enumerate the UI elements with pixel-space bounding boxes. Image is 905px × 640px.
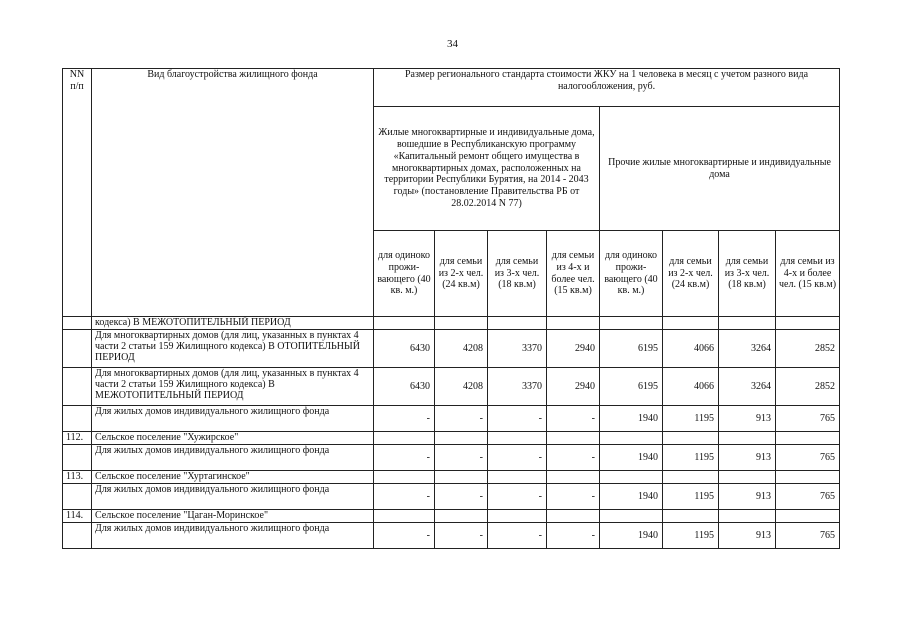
value-cell: 3264 xyxy=(719,368,776,406)
value-cell xyxy=(374,432,435,445)
value-cell xyxy=(719,317,776,330)
row-description: Для жилых домов индивидуального жилищного фонда xyxy=(92,445,374,471)
value-cell xyxy=(663,471,719,484)
value-cell: 1195 xyxy=(663,523,719,549)
value-cell xyxy=(547,317,600,330)
value-cell: 1195 xyxy=(663,406,719,432)
value-cell: - xyxy=(547,484,600,510)
table-row xyxy=(63,368,840,406)
value-cell xyxy=(435,510,488,523)
value-cell xyxy=(663,432,719,445)
value-cell: 4208 xyxy=(435,368,488,406)
value-cell: - xyxy=(488,523,547,549)
value-cell: - xyxy=(435,406,488,432)
value-cell: 3370 xyxy=(488,330,547,368)
value-cell: 6430 xyxy=(374,330,435,368)
row-number xyxy=(63,317,92,330)
page-number: 34 xyxy=(447,38,458,50)
value-cell: - xyxy=(374,484,435,510)
value-cell: 4066 xyxy=(663,330,719,368)
table-row xyxy=(63,471,840,484)
header-standard: Размер регионального стандарта стоимости ЖКУ на 1 человека в месяц с учетом разного вида налогообложения, руб. xyxy=(374,69,840,107)
value-cell: 765 xyxy=(776,406,840,432)
value-cell: 6430 xyxy=(374,368,435,406)
value-cell xyxy=(435,471,488,484)
value-cell: 1195 xyxy=(663,484,719,510)
value-cell: 1195 xyxy=(663,445,719,471)
value-cell: 6195 xyxy=(600,368,663,406)
row-description: Для многоквартирных домов (для лиц, указанных в пунктах 4 части 2 статьи 159 Жилищного кодекса) В МЕЖОТОПИТЕЛЬНЫЙ ПЕРИОД xyxy=(92,368,374,406)
value-cell: - xyxy=(374,445,435,471)
value-cell: 3264 xyxy=(719,330,776,368)
value-cell: - xyxy=(435,445,488,471)
value-cell: 1940 xyxy=(600,445,663,471)
row-number xyxy=(63,330,92,368)
value-cell: 2852 xyxy=(776,368,840,406)
value-cell xyxy=(547,471,600,484)
value-cell: - xyxy=(435,484,488,510)
row-number xyxy=(63,523,92,549)
value-cell xyxy=(488,317,547,330)
table-row xyxy=(63,445,840,471)
value-cell xyxy=(776,432,840,445)
table-row xyxy=(63,317,840,330)
header-group-program: Жилые многоквартирные и индивидуальные дома, вошедшие в Республиканскую программу «Капитальный ремонт общего имущества в многоквартирных домах, расположенных на территории Республики Бурятия, на 2014 - 2043 годы» (постановление Правительства РБ от 28.02.2014 N 77) xyxy=(374,107,600,231)
value-cell: 913 xyxy=(719,445,776,471)
value-cell: 6195 xyxy=(600,330,663,368)
table-row xyxy=(63,406,840,432)
row-description: Для жилых домов индивидуального жилищного фонда xyxy=(92,484,374,510)
row-description: Сельское поселение "Цаган-Моринское" xyxy=(92,510,374,523)
table-body xyxy=(63,317,840,549)
value-cell xyxy=(776,510,840,523)
value-cell xyxy=(719,510,776,523)
row-description: Сельское поселение "Хужирское" xyxy=(92,432,374,445)
header-group-other: Прочие жилые многоквартирные и индивидуальные дома xyxy=(600,107,840,231)
value-cell xyxy=(600,317,663,330)
value-cell xyxy=(488,510,547,523)
row-number xyxy=(63,445,92,471)
row-description: Для многоквартирных домов (для лиц, указанных в пунктах 4 части 2 статьи 159 Жилищного кодекса) В ОТОПИТЕЛЬНЫЙ ПЕРИОД xyxy=(92,330,374,368)
value-cell xyxy=(776,317,840,330)
value-cell: - xyxy=(435,523,488,549)
value-cell: - xyxy=(547,523,600,549)
header-nn: NN п/п xyxy=(63,69,92,317)
value-cell xyxy=(600,432,663,445)
value-cell: - xyxy=(547,406,600,432)
subheader-cell: для семьи из 4-х и более чел. (15 кв.м) xyxy=(547,231,600,317)
value-cell: 2940 xyxy=(547,330,600,368)
row-number: 113. xyxy=(63,471,92,484)
value-cell xyxy=(374,317,435,330)
row-number: 112. xyxy=(63,432,92,445)
value-cell: 913 xyxy=(719,406,776,432)
row-description: Для жилых домов индивидуального жилищного фонда xyxy=(92,406,374,432)
value-cell: 4208 xyxy=(435,330,488,368)
value-cell: - xyxy=(488,406,547,432)
value-cell: 1940 xyxy=(600,523,663,549)
table-row xyxy=(63,510,840,523)
value-cell: 3370 xyxy=(488,368,547,406)
value-cell xyxy=(776,471,840,484)
value-cell: - xyxy=(488,445,547,471)
value-cell xyxy=(600,510,663,523)
header-type: Вид благоустройства жилищного фонда xyxy=(92,69,374,317)
row-number xyxy=(63,406,92,432)
value-cell xyxy=(488,471,547,484)
value-cell xyxy=(435,317,488,330)
row-description: Сельское поселение "Хуртагинское" xyxy=(92,471,374,484)
value-cell: 765 xyxy=(776,523,840,549)
value-cell xyxy=(719,432,776,445)
value-cell: 765 xyxy=(776,445,840,471)
subheader-cell: для семьи из 2-х чел. (24 кв.м) xyxy=(435,231,488,317)
value-cell xyxy=(547,432,600,445)
row-number: 114. xyxy=(63,510,92,523)
row-description: кодекса) В МЕЖОТОПИТЕЛЬНЫЙ ПЕРИОД xyxy=(92,317,374,330)
row-description: Для жилых домов индивидуального жилищного фонда xyxy=(92,523,374,549)
value-cell: 4066 xyxy=(663,368,719,406)
table-row xyxy=(63,523,840,549)
value-cell: - xyxy=(488,484,547,510)
row-number xyxy=(63,484,92,510)
subheader-cell: для одиноко прожи-вающего (40 кв. м.) xyxy=(374,231,435,317)
value-cell: 2852 xyxy=(776,330,840,368)
subheader-cell: для семьи из 4-х и более чел. (15 кв.м) xyxy=(776,231,840,317)
table-row xyxy=(63,484,840,510)
value-cell: 2940 xyxy=(547,368,600,406)
subheader-cell: для семьи из 2-х чел. (24 кв.м) xyxy=(663,231,719,317)
value-cell: 765 xyxy=(776,484,840,510)
subheader-cell: для одиноко прожи-вающего (40 кв. м.) xyxy=(600,231,663,317)
table-row xyxy=(63,330,840,368)
table-row xyxy=(63,432,840,445)
value-cell: 1940 xyxy=(600,406,663,432)
subheader-cell: для семьи из 3-х чел. (18 кв.м) xyxy=(488,231,547,317)
value-cell xyxy=(600,471,663,484)
value-cell xyxy=(547,510,600,523)
value-cell xyxy=(719,471,776,484)
value-cell: 1940 xyxy=(600,484,663,510)
value-cell xyxy=(663,317,719,330)
tariff-table xyxy=(62,68,840,549)
value-cell: - xyxy=(374,523,435,549)
value-cell: - xyxy=(547,445,600,471)
value-cell xyxy=(663,510,719,523)
value-cell: 913 xyxy=(719,484,776,510)
value-cell xyxy=(488,432,547,445)
value-cell xyxy=(374,471,435,484)
value-cell: - xyxy=(374,406,435,432)
subheader-cell: для семьи из 3-х чел. (18 кв.м) xyxy=(719,231,776,317)
value-cell xyxy=(374,510,435,523)
value-cell xyxy=(435,432,488,445)
value-cell: 913 xyxy=(719,523,776,549)
row-number xyxy=(63,368,92,406)
